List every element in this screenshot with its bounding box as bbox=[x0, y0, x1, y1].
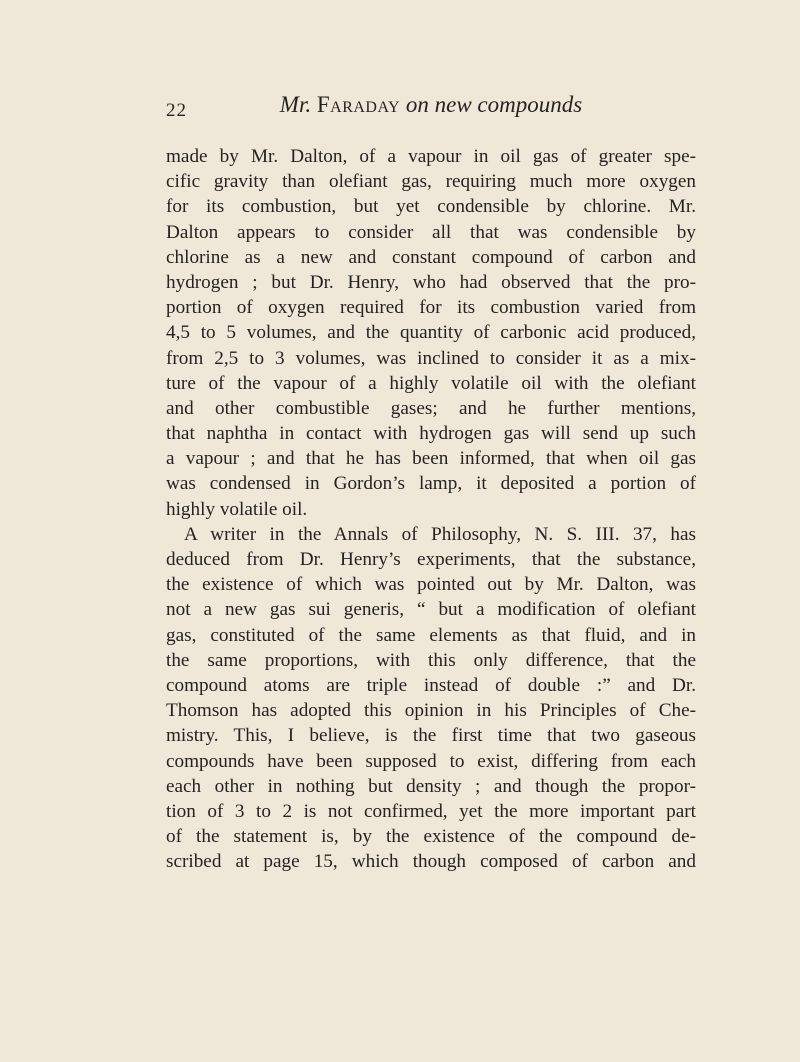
paragraph-end-line: highly volatile oil. bbox=[166, 498, 308, 520]
text-line: ture of the vapour of a highly volatile oil with the olefiant bbox=[166, 372, 696, 394]
text-line: for its combustion, but yet condensible by chlorine. Mr. bbox=[166, 196, 696, 218]
text-line: Thomson has adopted this opinion in his Principles of Che- bbox=[166, 700, 696, 722]
text-line: 4,5 to 5 volumes, and the quantity of carbonic acid produced, bbox=[166, 322, 696, 344]
text-line: compounds have been supposed to exist, differing from each bbox=[166, 750, 696, 772]
text-line: chlorine as a new and constant compound of carbon and bbox=[166, 246, 696, 268]
text-line: tion of 3 to 2 is not confirmed, yet the more important part bbox=[166, 800, 696, 822]
text-line: of the statement is, by the existence of the compound de- bbox=[166, 826, 696, 848]
text-line: Dalton appears to consider all that was condensible by bbox=[166, 221, 696, 243]
text-line: deduced from Dr. Henry’s experiments, that the substance, bbox=[166, 549, 696, 570]
text-line: cific gravity than olefiant gas, requiring much more oxygen bbox=[166, 171, 696, 193]
running-title-prefix: Mr. bbox=[279, 92, 312, 117]
text-line: compound atoms are triple instead of double :” and Dr. bbox=[166, 674, 696, 696]
text-line: the same proportions, with this only difference, that the bbox=[166, 649, 696, 671]
text-line: scribed at page 15, which though composed of carbon and bbox=[166, 851, 696, 873]
text-line: that naphtha in contact with hydrogen gas will send up such bbox=[166, 423, 696, 445]
text-line: each other in nothing but density ; and though the propor- bbox=[166, 775, 696, 797]
paragraph-start-line: A writer in the Annals of Philosophy, N. S. III. 37, has bbox=[184, 523, 696, 545]
text-line: portion of oxygen required for its combustion varied from bbox=[166, 297, 696, 319]
running-title-name: Faraday bbox=[316, 92, 401, 117]
running-title bbox=[166, 92, 696, 118]
text-line: was condensed in Gordon’s lamp, it deposited a portion of bbox=[166, 473, 696, 495]
text-line: the existence of which was pointed out by Mr. Dalton, was bbox=[166, 574, 696, 596]
text-line: from 2,5 to 3 volumes, was inclined to consider it as a mix- bbox=[166, 347, 696, 369]
text-line: gas, constituted of the same elements as that fluid, and in bbox=[166, 624, 696, 646]
text-line: not a new gas sui generis, “ but a modification of olefiant bbox=[166, 599, 696, 621]
text-line: mistry. This, I believe, is the first time that two gaseous bbox=[166, 725, 696, 747]
body-text bbox=[166, 144, 696, 874]
running-head bbox=[166, 92, 696, 122]
text-line: hydrogen ; but Dr. Henry, who had observed that the pro- bbox=[166, 271, 696, 293]
text-line: and other combustible gases; and he further mentions, bbox=[166, 397, 696, 419]
page-number: 22 bbox=[166, 100, 187, 121]
text-line: made by Mr. Dalton, of a vapour in oil gas of greater spe- bbox=[166, 146, 696, 167]
text-line: a vapour ; and that he has been informed, that when oil gas bbox=[166, 448, 696, 470]
running-title-suffix: on new compounds bbox=[405, 92, 583, 117]
